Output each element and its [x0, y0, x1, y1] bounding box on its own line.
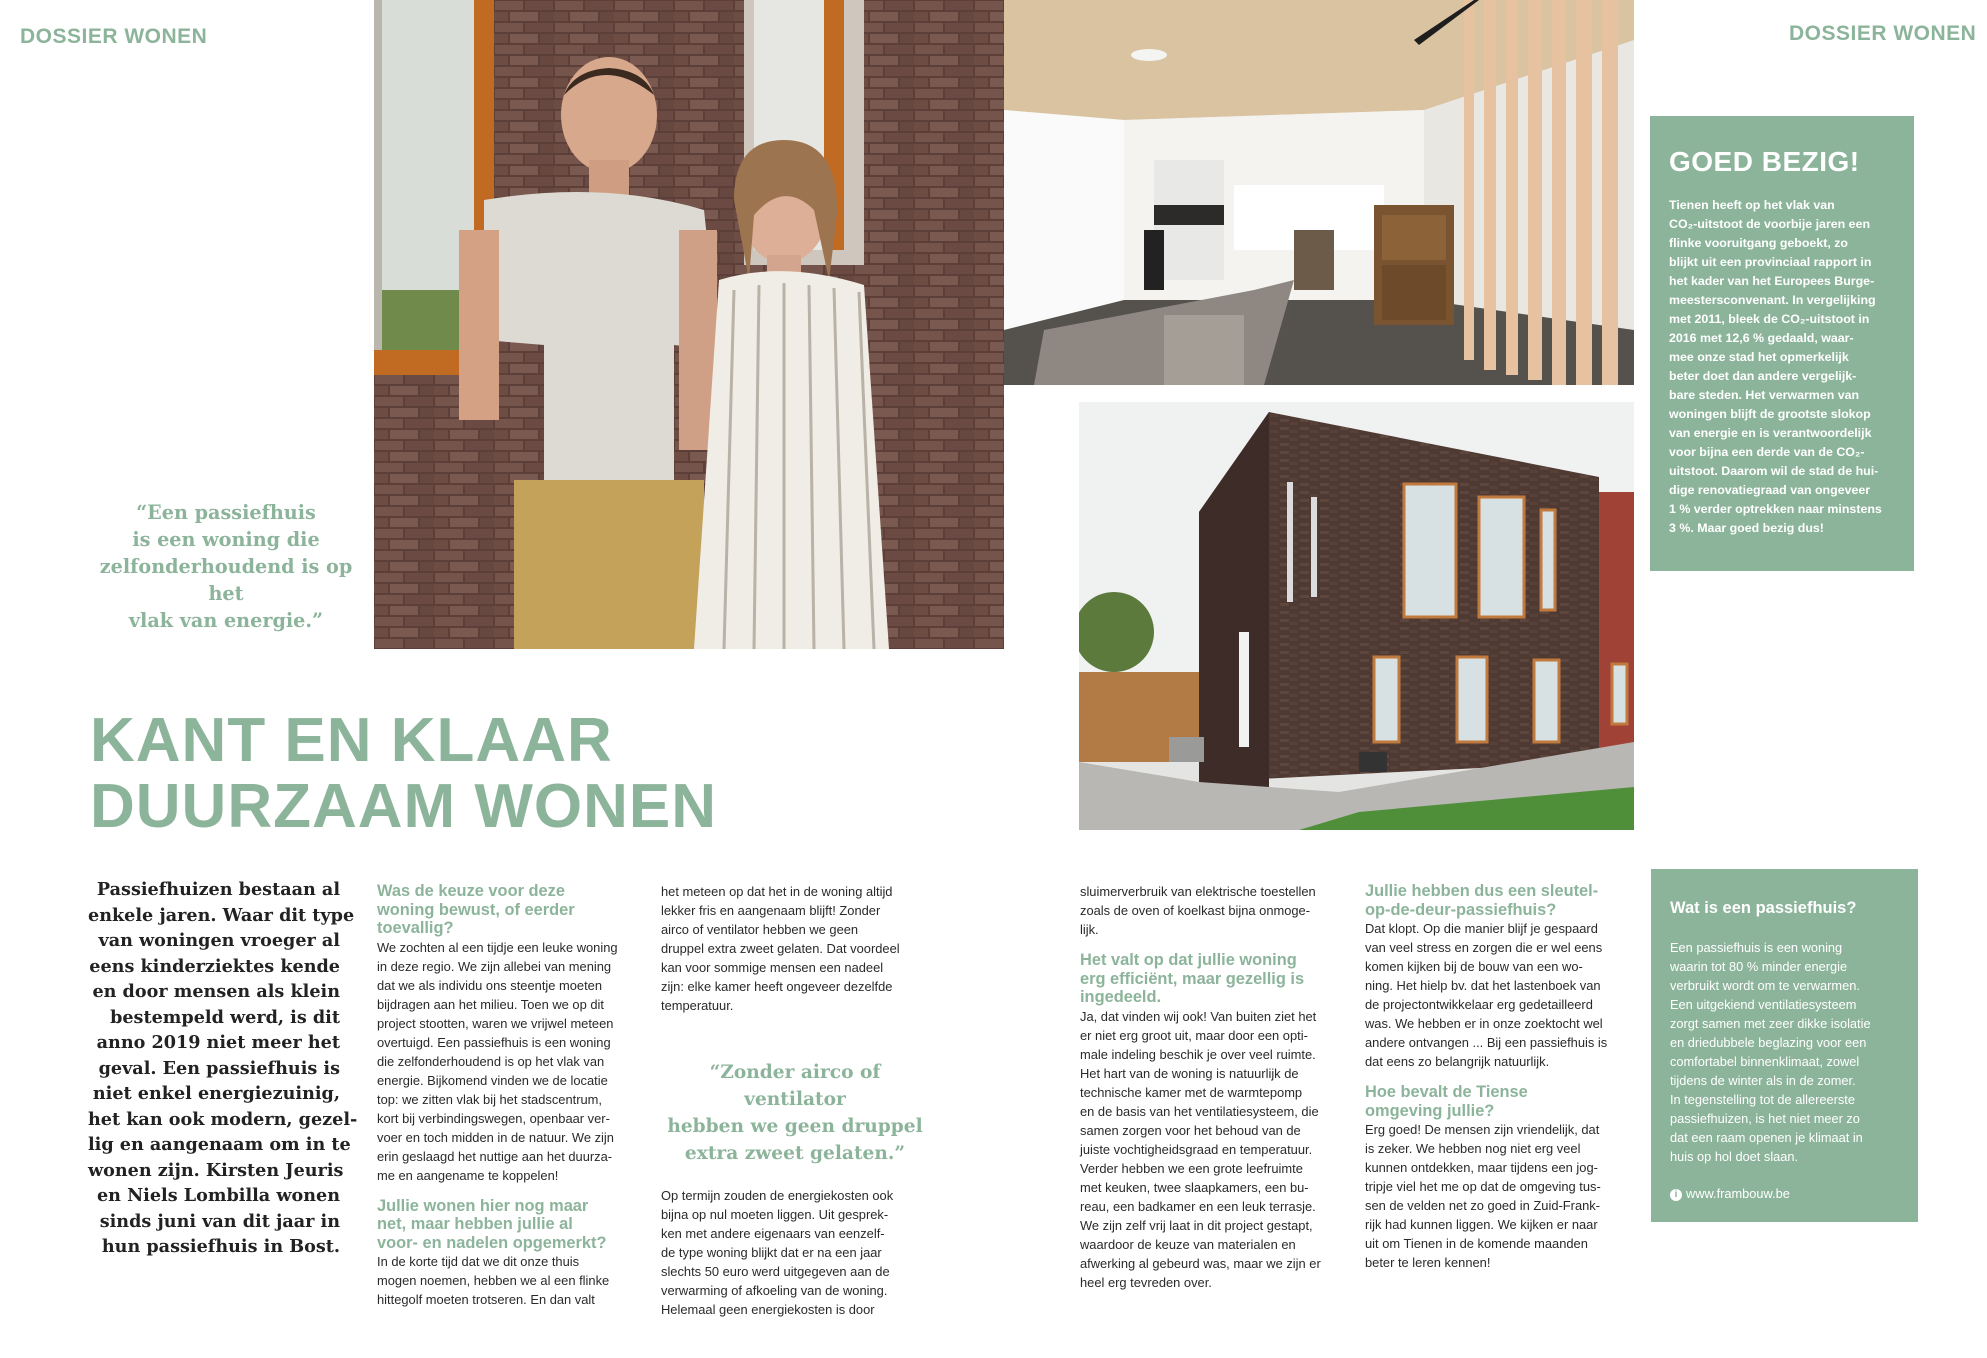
pull-quote-airco: “Zonder airco of ventilator hebben we geen druppel extra zweet gelaten.”	[667, 1062, 923, 1164]
sidebar-box-body: Een passiefhuis is een woning waarin tot 80 % minder energie verbruikt wordt om te verwarmen. Een uitgekiend ventilatiesysteem zorgt samen met zeer dikke isolatie en driedubbele beglazing voor een comfortabel binnenklimaat, zowel tijdens de winter als in de zomer. In tegenstelling tot de allereerste passiefhuizen, is het niet meer zo dat een raam openen je klimaat in huis op hol doet slaan.	[1670, 940, 1871, 1164]
article-intro: Passiefhuizen bestaan al enkele jaren. Waar dit type van woningen vroeger al eens kinderziektes kende en door mensen als klein bestempeld werd, is dit anno 2019 niet meer het geval. Een passiefhuis is niet enkel energiezuinig, het kan ook modern, gezel- lig en aangenaam om in te wonen zijn. Kirsten Jeuris en Niels Lombilla wonen sinds juni van dit jaar in hun passiefhuis in Bost.	[88, 879, 358, 1257]
article-column-1	[377, 882, 652, 1309]
interview-question: Het valt op dat jullie woning erg efficiënt, maar gezellig is ingedeeld.	[1080, 951, 1305, 1006]
section-label-left: DOSSIER WONEN	[20, 25, 208, 48]
info-icon: i	[1670, 1189, 1682, 1201]
section-label-right: DOSSIER WONEN	[1789, 22, 1977, 45]
interview-answer: sluimerverbruik van elektrische toestellen zoals de oven of koelkast bijna onmoge- lijk.	[1080, 884, 1316, 937]
interview-question: Jullie hebben dus een sleutel- op-de-deur-passiefhuis?	[1365, 882, 1599, 919]
house-exterior-photo	[1079, 402, 1634, 830]
couple-photo	[374, 0, 1004, 649]
interview-question: Jullie wonen hier nog maar net, maar hebben jullie al voor- en nadelen opgemerkt?	[377, 1196, 607, 1252]
interview-answer: Erg goed! De mensen zijn vriendelijk, dat is zeker. We hebben nog niet erg veel kunnen ontdekken, maar tijdens een jog- tripje viel het me op dat de omgeving tus- sen de velden net zo goed in Zuid-Frank- rijk had kunnen liggen. We kijken er naar uit om Tienen in de komende maanden beter te leren kennen!	[1365, 1122, 1601, 1270]
sidebar-box-body: Tienen heeft op het vlak van CO₂-uitstoot de voorbije jaren een flinke vooruitgang geboekt, zo blijkt uit een provinciaal rapport in het kader van het Europees Burge- meestersconvenant. In vergelijking met 2011, bleek de CO₂-uitstoot in 2016 met 12,6 % gedaald, waar- mee onze stad het opmerkelijk beter doet dan andere vergelijk- bare steden. Het verwarmen van woningen blijft de grootste slokop van energie en is verantwoordelijk voor bijna een derde van de CO₂- uitstoot. Daarom wil de stad de hui- dige renovatiegraad van ongeveer 1 % verder optrekken naar minstens 3 %. Maar goed bezig dus!	[1669, 198, 1882, 535]
interview-answer: Ja, dat vinden wij ook! Van buiten ziet het er niet erg groot uit, maar door een opti- male indeling beschik je over veel ruimte. Het hart van de woning is natuurlijk de technische kamer met de warmtepomp en de basis van het ventilatiesysteem, die samen zorgen voor het behoud van de juiste vochtigheidsgraad en temperatuur. Verder hebben we een grote leefruimte met keuken, twee slaapkamers, een bu- reau, een badkamer en een leuk terrasje. We zijn zelf vrij laat in dit project gestapt, waardoor de keuze van materialen en afwerking al gebeurd was, maar we zijn er heel erg tevreden over.	[1080, 1008, 1321, 1290]
interior-photo	[1004, 0, 1634, 385]
sidebar-box-goed-bezig	[1650, 116, 1914, 571]
interview-answer: In de korte tijd dat we dit onze thuis mogen noemen, hebben we al een flinke hittegolf moeten trotseren. En dan valt	[377, 1254, 610, 1307]
website-link-row	[1670, 1186, 1790, 1201]
sidebar-box-title: Wat is een passiefhuis?	[1670, 899, 1857, 917]
interview-question: Was de keuze voor deze woning bewust, of eerder toevallig?	[377, 882, 575, 937]
interview-answer: We zochten al een tijdje een leuke woning in deze regio. We zijn allebei van mening dat we als individu ons steentje moeten bijdragen aan het milieu. Toen we op dit project stootten, waren we vrijwel meteen overtuigd. Een passiefhuis is een woning die zelfonderhoudend is op het vlak van energie. Bijkomend vinden we de locatie top: we zitten vlak bij het stadscentrum, kort bij verbindingswegen, openbaar ver- voer en toch midden in de natuur. We zijn erin geslaagd het nuttige aan het duurza- me en aangename te koppelen!	[377, 939, 618, 1183]
article-column-2-continued: Op termijn zouden de energiekosten ook bijna op nul moeten liggen. Uit gesprek- ken met andere eigenaars van eenzelf- de type woning blijkt dat er na een jaar slechts 50 euro werd uitgegeven aan de verwarming of afkoeling van de woning. Helemaal geen energiekosten is door	[661, 1188, 894, 1317]
interview-question: Hoe bevalt de Tiense omgeving jullie?	[1365, 1083, 1528, 1120]
interview-answer: Dat klopt. Op die manier blijf je gespaard van veel stress en zorgen die er wel eens komen kijken bij de bouw van een wo- ning. Het hielp bv. dat het lastenboek van de projectontwikkelaar erg gedetailleerd was. We hebben er in onze zoektocht wel andere ontvangen ... Bij een passiefhuis is dat eens zo belangrijk natuurlijk.	[1365, 921, 1608, 1069]
article-column-3	[1080, 882, 1360, 1292]
website-link[interactable]: www.frambouw.be	[1686, 1186, 1790, 1201]
article-column-2	[661, 882, 941, 1015]
sidebar-box-passiefhuis	[1651, 869, 1918, 1222]
article-headline: KANT EN KLAAR DUURZAAM WONEN	[90, 706, 718, 841]
interview-answer: het meteen op dat het in de woning altijd lekker fris en aangenaam blijft! Zonder airco of ventilator hebben we geen druppel extra zweet gelaten. Dat voordeel kan voor sommige mensen een nadeel zijn: elke kamer heeft ongeveer dezelfde temperatuur.	[661, 884, 900, 1013]
sidebar-box-title: GOED BEZIG!	[1669, 146, 1860, 177]
article-column-4	[1365, 882, 1645, 1272]
pull-quote-passiefhuis: “Een passiefhuis is een woning die zelfonderhoudend is op het vlak van energie.”	[99, 501, 353, 632]
